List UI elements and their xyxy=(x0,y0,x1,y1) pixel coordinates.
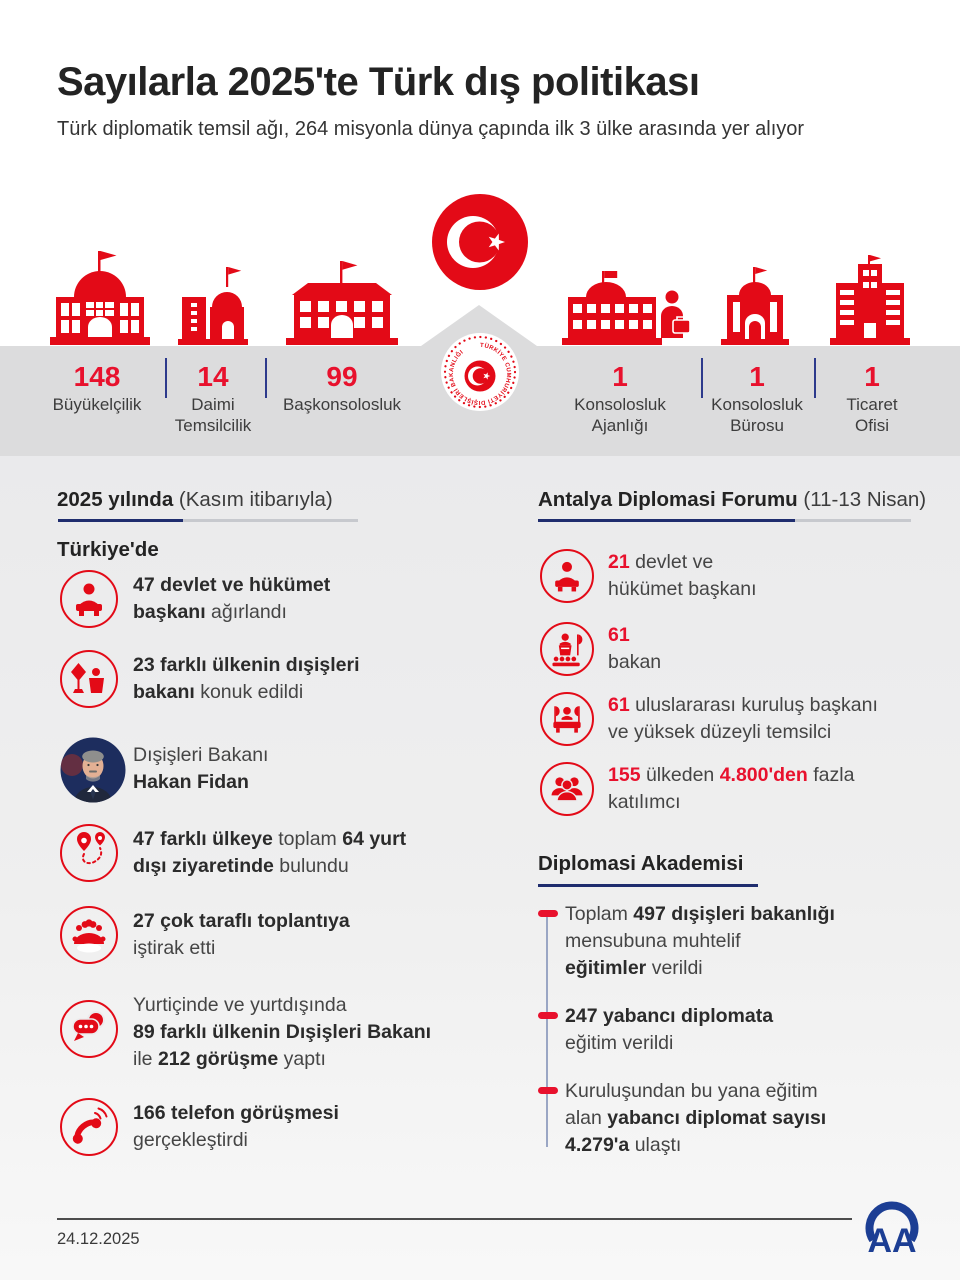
stat-consular-agency xyxy=(555,362,685,436)
left-section-subheading: Türkiye'de xyxy=(57,538,159,561)
right-section-header: Antalya Diplomasi Forumu (11-13 Nisan) xyxy=(538,488,927,511)
minister-photo xyxy=(60,737,126,803)
stat-value: 99 xyxy=(326,361,358,392)
left-item-text: 47 farklı ülkeye toplam 64 yurt dışı ziyaretinde bulundu xyxy=(133,828,407,877)
minister-lectern-icon xyxy=(540,622,594,676)
forum-item-text: 61 uluslararası kuruluş başkanı ve yüksek düzeyli temsilci xyxy=(608,694,878,743)
minister-title: Dışişleri Bakanı xyxy=(133,744,269,766)
academy-item-text: 247 yabancı diplomata eğitim verildi xyxy=(565,1005,774,1054)
flag-reception-icon xyxy=(60,650,118,708)
embassy-building-icon xyxy=(48,247,152,345)
academy-item-text: Toplam 497 dışişleri bakanlığı mensubuna muhtelif eğitimler verildi xyxy=(565,903,835,979)
phone-icon xyxy=(60,1098,118,1156)
stat-consulates-general xyxy=(272,362,412,415)
stat-divider xyxy=(265,358,267,398)
consular-agency-building-icon xyxy=(558,259,692,345)
chat-bubbles-icon xyxy=(60,1000,118,1058)
roundtable-icon xyxy=(60,906,118,964)
academy-timeline-line xyxy=(546,913,548,1147)
consulate-office-building-icon xyxy=(713,259,797,345)
academy-timeline-marker xyxy=(538,1012,558,1019)
crowd-icon xyxy=(540,762,594,816)
left-section-underline xyxy=(58,519,358,522)
travel-route-icon xyxy=(60,824,118,882)
stat-embassies xyxy=(37,362,157,415)
delegation-icon xyxy=(540,692,594,746)
minister-name: Hakan Fidan xyxy=(133,771,249,793)
academy-underline xyxy=(538,884,758,887)
stat-value: 148 xyxy=(73,361,121,392)
stat-label: Daimi Temsilcilik xyxy=(174,395,252,435)
minister-caption xyxy=(133,742,503,796)
page-subtitle: Türk diplomatik temsil ağı, 264 misyonla dünya çapında ilk 3 ülke arasında yer alıyor xyxy=(57,118,805,140)
academy-heading: Diplomasi Akademisi xyxy=(538,852,744,875)
stat-value: 1 xyxy=(864,361,880,392)
stat-consulate-office xyxy=(697,362,817,436)
page-title: Sayılarla 2025'te Türk dış politikası xyxy=(57,60,700,104)
forum-item-text: 21 devlet ve hükümet başkanı xyxy=(608,551,757,600)
foreign-ministry-emblem xyxy=(440,332,520,412)
stat-trade-office xyxy=(832,362,912,436)
podium-speaker-icon xyxy=(540,549,594,603)
academy-item-text: Kuruluşundan bu yana eğitim alan yabancı diplomat sayısı 4.279'a ulaştı xyxy=(565,1080,827,1156)
stat-value: 14 xyxy=(197,361,229,392)
stat-label: Başkonsolosluk xyxy=(282,395,402,414)
trade-office-building-icon xyxy=(828,253,912,345)
permanent-mission-building-icon xyxy=(176,259,250,345)
left-item-text: Yurtiçinde ve yurtdışında 89 farklı ülkenin Dışişleri Bakanı ile 212 görüşme yaptı xyxy=(133,994,432,1070)
stat-value: 1 xyxy=(749,361,765,392)
stat-label: Ticaret Ofisi xyxy=(846,395,898,435)
left-item-text: 23 farklı ülkenin dışişleri bakanı konuk edildi xyxy=(133,654,360,703)
stat-label: Konsolosluk Bürosu xyxy=(711,395,803,435)
footer-divider xyxy=(57,1218,852,1220)
stat-label: Konsolosluk Ajanlığı xyxy=(574,395,666,435)
academy-timeline-marker xyxy=(538,1087,558,1094)
left-item-text: 166 telefon görüşmesi gerçekleştirdi xyxy=(133,1102,339,1151)
aa-logo-letters: AA xyxy=(867,1222,917,1256)
podium-speaker-icon xyxy=(60,570,118,628)
stat-permanent-missions xyxy=(163,362,263,436)
left-section-header: 2025 yılında (Kasım itibarıyla) xyxy=(57,488,333,511)
stat-divider xyxy=(814,358,816,398)
left-item-text: 27 çok taraflı toplantıya iştirak etti xyxy=(133,910,350,959)
left-item-text: 47 devlet ve hükümet başkanı ağırlandı xyxy=(133,574,331,623)
forum-item-text: 61 bakan xyxy=(608,624,662,673)
right-section-underline xyxy=(538,519,911,522)
academy-timeline-marker xyxy=(538,910,558,917)
stat-label: Büyükelçilik xyxy=(52,395,142,414)
consulate-general-building-icon xyxy=(282,253,402,345)
turkish-flag-icon xyxy=(432,194,528,290)
forum-item-text: 155 ülkeden 4.800'den fazla katılımcı xyxy=(608,764,855,813)
footer-date: 24.12.2025 xyxy=(57,1230,140,1248)
stat-value: 1 xyxy=(612,361,628,392)
emblem-circular-text: TÜRKİYE CUMHURİYETİ DIŞİŞLERİ BAKANLIĞI xyxy=(448,342,512,406)
aa-logo xyxy=(862,1194,922,1256)
